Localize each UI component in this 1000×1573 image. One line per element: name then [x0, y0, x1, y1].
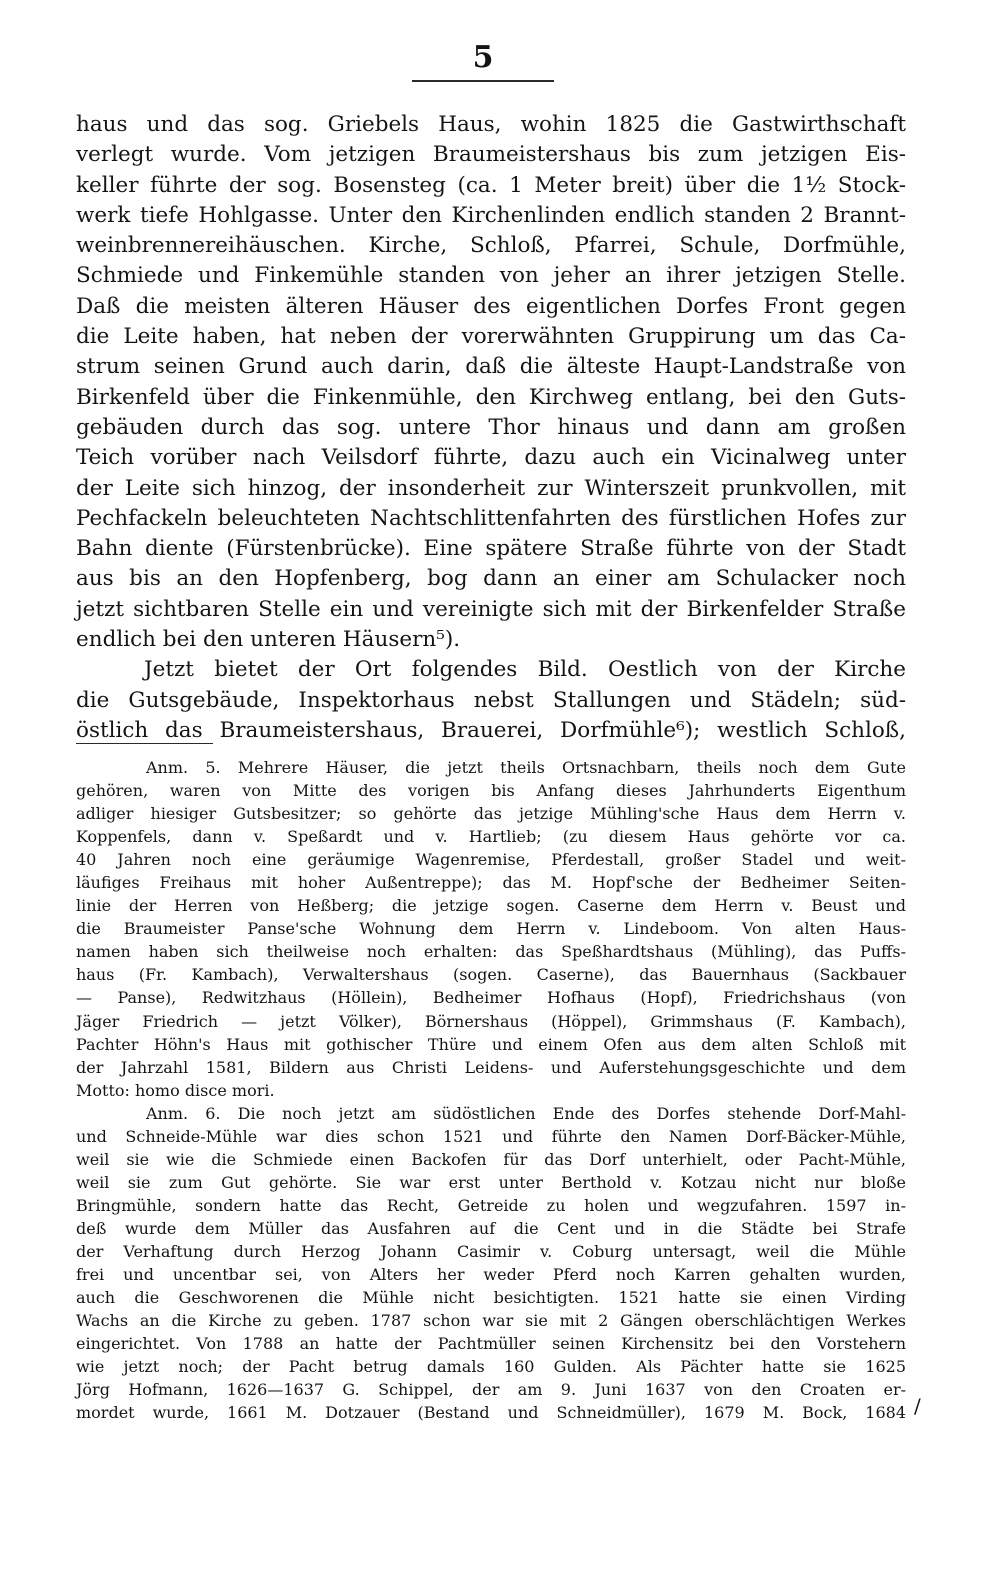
- footnote-line: frei und uncentbar sei, von Alters her weder Pferd noch Karren gehalten wurden,: [76, 1265, 906, 1285]
- footnote-line: deß wurde dem Müller das Ausfahren auf die Cent und in die Städte bei Strafe: [76, 1218, 906, 1238]
- footnote-separator: [76, 743, 213, 744]
- body-line: Schmiede und Finkemühle standen von jeher an ihrer jetzigen Stelle.: [76, 263, 906, 289]
- footnote-line: adliger hiesiger Gutsbesitzer; so gehörte das jetzige Mühling'sche Haus dem Herrn v.: [76, 804, 906, 824]
- footnote-line: auch die Geschworenen die Mühle nicht besichtigten. 1521 hatte sie einen Virding: [76, 1288, 906, 1308]
- body-line: jetzt sichtbaren Stelle ein und vereinigte sich mit der Birkenfelder Straße: [76, 596, 906, 622]
- footnote-line: Motto: homo disce mori.: [76, 1080, 275, 1100]
- footnote-line: Jörg Hofmann, 1626—1637 G. Schippel, der am 9. Juni 1637 von den Croaten er-: [76, 1380, 906, 1400]
- footnote-line: Anm. 5. Mehrere Häuser, die jetzt theils Ortsnachbarn, theils noch dem Gute: [146, 758, 906, 777]
- footnote-line: gehören, waren von Mitte des vorigen bis Anfang dieses Jahrhunderts Eigenthum: [76, 781, 906, 801]
- body-line: werk tiefe Hohlgasse. Unter den Kirchenlinden endlich standen 2 Brannt-: [76, 202, 906, 228]
- page-number-rule: [412, 80, 554, 82]
- footnote-line: 40 Jahren noch eine geräumige Wagenremise, Pferdestall, großer Stadel und weit-: [76, 850, 906, 870]
- body-line: östlich das Braumeistershaus, Brauerei, Dorfmühle⁶); westlich Schloß,: [76, 717, 906, 743]
- body-line: die Leite haben, hat neben der vorerwähnten Gruppirung um das Ca-: [76, 324, 906, 350]
- footnote-line: Koppenfels, dann v. Speßardt und v. Hartlieb; (zu diesem Haus gehörte vor ca.: [76, 827, 906, 847]
- footnote-line: Anm. 6. Die noch jetzt am südöstlichen Ende des Dorfes stehende Dorf-Mahl-: [146, 1103, 906, 1123]
- body-line: verlegt wurde. Vom jetzigen Braumeistershaus bis zum jetzigen Eis-: [76, 142, 906, 168]
- footnote-line: läufiges Freihaus mit hoher Außentreppe); das M. Hopf'sche der Bedheimer Seiten-: [76, 873, 906, 893]
- footnote-line: — Panse), Redwitzhaus (Höllein), Bedheimer Hofhaus (Hopf), Friedrichshaus (von: [76, 988, 906, 1008]
- body-line: strum seinen Grund auch darin, daß die älteste Haupt-Landstraße von: [76, 354, 906, 380]
- footnote-line: weil sie zum Gut gehörte. Sie war erst unter Berthold v. Kotzau nicht nur bloße: [76, 1172, 906, 1192]
- footnote-line: Jäger Friedrich — jetzt Völker), Börnershaus (Höppel), Grimmshaus (F. Kambach),: [76, 1011, 906, 1031]
- footnote-line: linie der Herren von Heßberg; die jetzige sogen. Caserne dem Herrn v. Beust und: [76, 896, 906, 916]
- body-line: weinbrennereihäuschen. Kirche, Schloß, Pfarrei, Schule, Dorfmühle,: [76, 233, 906, 259]
- footnote-line: mordet wurde, 1661 M. Dotzauer (Bestand und Schneidmüller), 1679 M. Bock, 1684: [76, 1403, 906, 1423]
- footnotes: [76, 756, 906, 1424]
- page-number: 5: [472, 40, 494, 75]
- body-text: [76, 110, 906, 746]
- margin-mark: /: [914, 1394, 921, 1418]
- footnote-line: namen haben sich theilweise noch erhalten: das Speßhardtshaus (Mühling), das Puffs-: [76, 942, 906, 962]
- body-line: gebäuden durch das sog. untere Thor hinaus und dann am großen: [76, 414, 906, 440]
- footnote-line: wie jetzt noch; der Pacht betrug damals 160 Gulden. Als Pächter hatte sie 1625: [76, 1357, 906, 1377]
- body-line: aus bis an den Hopfenberg, bog dann an einer am Schulacker noch: [76, 566, 906, 592]
- body-line: keller führte der sog. Bosensteg (ca. 1 Meter breit) über die 1½ Stock-: [76, 172, 906, 198]
- footnote-line: der Jahrzahl 1581, Bildern aus Christi Leidens- und Auferstehungsgeschichte und dem: [76, 1057, 906, 1077]
- body-line: die Gutsgebäude, Inspektorhaus nebst Stallungen und Städeln; süd-: [76, 687, 906, 713]
- body-line: Jetzt bietet der Ort folgendes Bild. Oestlich von der Kirche: [144, 657, 906, 683]
- body-line: Daß die meisten älteren Häuser des eigentlichen Dorfes Front gegen: [76, 293, 906, 319]
- footnote-line: und Schneide-Mühle war dies schon 1521 und führte den Namen Dorf-Bäcker-Mühle,: [76, 1126, 906, 1146]
- footnote-line: die Braumeister Panse'sche Wohnung dem Herrn v. Lindeboom. Von alten Haus-: [76, 919, 906, 939]
- footnote-line: Wachs an die Kirche zu geben. 1787 schon war sie mit 2 Gängen oberschlächtigen Werkes: [76, 1311, 906, 1331]
- footnote-line: der Verhaftung durch Herzog Johann Casimir v. Coburg untersagt, weil die Mühle: [76, 1241, 906, 1261]
- body-line: der Leite sich hinzog, der insonderheit zur Winterszeit prunkvollen, mit: [76, 475, 906, 501]
- footnote-line: Bringmühle, sondern hatte das Recht, Getreide zu holen und wegzufahren. 1597 in-: [76, 1195, 906, 1215]
- body-line: Teich vorüber nach Veilsdorf führte, dazu auch ein Vicinalweg unter: [76, 445, 906, 471]
- footnote-line: haus (Fr. Kambach), Verwaltershaus (sogen. Caserne), das Bauernhaus (Sackbauer: [76, 965, 906, 985]
- body-line: endlich bei den unteren Häusern⁵).: [76, 627, 461, 653]
- body-line: Birkenfeld über die Finkenmühle, den Kirchweg entlang, bei den Guts-: [76, 384, 906, 410]
- body-line: haus und das sog. Griebels Haus, wohin 1825 die Gastwirthschaft: [76, 112, 906, 137]
- body-line: Pechfackeln beleuchteten Nachtschlittenfahrten des fürstlichen Hofes zur: [76, 505, 906, 531]
- footnote-line: weil sie wie die Schmiede einen Backofen für das Dorf unterhielt, oder Pacht-Mühle,: [76, 1149, 906, 1169]
- body-line: Bahn diente (Fürstenbrücke). Eine spätere Straße führte von der Stadt: [76, 536, 906, 562]
- footnote-line: Pachter Höhn's Haus mit gothischer Thüre und einem Ofen aus dem alten Schloß mit: [76, 1034, 906, 1054]
- footnote-line: eingerichtet. Von 1788 an hatte der Pachtmüller seinen Kirchensitz bei den Vorstehern: [76, 1334, 906, 1354]
